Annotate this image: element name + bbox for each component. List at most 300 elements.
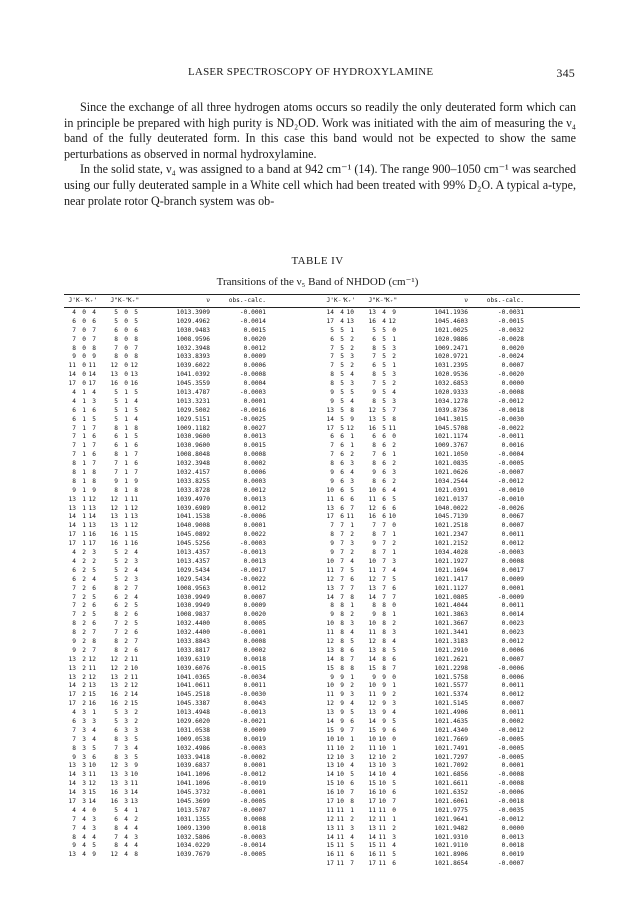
header-cell: J" [110,297,118,304]
table-cell: 11 [326,495,334,503]
table-cell: 0.0001 [501,762,524,770]
table-cell: 8 [340,629,344,637]
table-cell: 4 [392,771,396,779]
table-cell: 9 [340,717,344,725]
table-cell: 8 [134,353,138,361]
table-cell: 6 [114,815,118,823]
table-cell: -0.0018 [497,406,524,414]
table-cell: 7 [340,575,344,583]
table-row [64,531,322,540]
table-cell: 6 [340,451,344,459]
table-cell: 3 [82,717,86,725]
table-cell: 1009.3767 [434,442,468,450]
table-cell: 1021.2152 [434,540,468,548]
table-cell: 9 [330,397,334,405]
table-row [64,789,322,798]
table-cell: 7 [114,620,118,628]
table-cell: 8 [372,344,376,352]
table-cell: 7 [134,451,138,459]
table-cell: 5 [134,309,138,316]
table-row [64,487,322,496]
table-cell: 3 [134,726,138,734]
table-cell: 13 [326,584,334,592]
table-cell: 8 [72,469,76,477]
table-row [64,309,322,318]
table-cell: 1 [124,442,128,450]
table-cell: 10 [346,309,354,316]
table-cell: 1032.6853 [434,380,468,388]
header-cell: K₋" [118,297,130,304]
table-cell: 2 [350,744,354,752]
table-row [322,558,580,567]
table-cell: 11 [88,362,96,370]
table-cell: 0.0006 [501,673,524,681]
table-cell: 6 [382,486,386,494]
table-cell: 9 [340,709,344,717]
table-cell: 7 [340,593,344,601]
table-cell: 5 [92,415,96,423]
table-cell: 9 [72,637,76,645]
table-cell: 0.0022 [243,531,266,539]
table-cell: 11 [326,566,334,574]
table-cell: 1 [82,442,86,450]
table-cell: 12 [88,495,96,503]
table-cell: 13 [368,824,376,832]
table-cell: 7 [372,380,376,388]
table-cell: 2 [350,549,354,557]
table-cell: 1 [124,389,128,397]
table-cell: 2 [82,602,86,610]
table-header-left [64,296,322,306]
table-cell: 10 [336,797,344,805]
table-cell: 1 [82,495,86,503]
table-cell: 1021.3667 [434,620,468,628]
table-cell: 1032.4400 [176,620,210,628]
table-cell: 1021.3863 [434,611,468,619]
table-cell: 0 [392,522,396,530]
table-cell: 3 [350,477,354,485]
table-cell: 6 [372,335,376,343]
table-cell: 8 [72,620,76,628]
table-cell: 8 [340,664,344,672]
table-cell: 1021.2910 [434,646,468,654]
table-row [322,318,580,327]
table-cell: 0.0007 [501,522,524,530]
table-cell: 12 [110,762,118,770]
table-cell: 1021.7491 [434,744,468,752]
table-cell: 8 [92,344,96,352]
table-cell: 3 [350,691,354,699]
table-row [64,398,322,407]
table-cell: 0.0013 [501,833,524,841]
table-cell: 13 [368,646,376,654]
table-row [322,780,580,789]
table-column-left [64,309,322,869]
table-cell: 2 [124,620,128,628]
table-cell: -0.0030 [239,691,266,699]
table-cell: 2 [392,691,396,699]
table-cell: 5 [92,593,96,601]
table-cell: 4 [350,469,354,477]
table-cell: 8 [72,477,76,485]
table-row [64,433,322,442]
table-cell: 7 [382,584,386,592]
table-cell: 1031.2395 [434,362,468,370]
table-cell: 3 [350,460,354,468]
table-cell: 8 [330,602,334,610]
table-cell: 2 [82,664,86,672]
table-cell: 1021.9775 [434,806,468,814]
table-row [322,709,580,718]
table-cell: 1 [350,326,354,334]
table-cell: 12 [368,575,376,583]
table-cell: 8 [350,664,354,672]
table-cell: 6 [340,442,344,450]
table-cell: 5 [114,806,118,814]
table-cell: 5 [340,362,344,370]
table-cell: 5 [114,389,118,397]
table-cell: 14 [68,789,76,797]
table-cell: 11 [336,851,344,859]
table-cell: 1 [82,513,86,521]
table-cell: 11 [130,495,138,503]
table-cell: 1021.1127 [434,584,468,592]
table-cell: 6 [382,460,386,468]
table-cell: 9 [372,540,376,548]
table-row [322,611,580,620]
table-cell: 8 [114,353,118,361]
table-cell: 1013.3909 [176,309,210,316]
table-cell: 12 [368,637,376,645]
table-cell: 6 [382,442,386,450]
table-cell: 1030.9949 [176,593,210,601]
table-cell: 0 [82,380,86,388]
body-text [64,100,576,209]
table-cell: 7 [72,735,76,743]
table-cell: 3 [392,344,396,352]
table-cell: 8 [114,646,118,654]
table-cell: 3 [82,789,86,797]
table-cell: 8 [330,460,334,468]
table-row [322,638,580,647]
table-cell: 0 [82,309,86,316]
table-cell: 16 [110,691,118,699]
table-cell: 5 [134,620,138,628]
table-cell: 0.0014 [501,611,524,619]
table-cell: 0.0007 [501,700,524,708]
table-row [322,718,580,727]
table-cell: 12 [326,700,334,708]
table-cell: 13 [368,584,376,592]
table-cell: 14 [88,371,96,379]
table-cell: 6 [340,469,344,477]
table-cell: 16 [368,424,376,432]
table-cell: 7 [72,424,76,432]
table-cell: 13 [110,371,118,379]
table-cell: 1021.2347 [434,531,468,539]
table-cell: 9 [382,682,386,690]
table-cell: 12 [368,815,376,823]
table-cell: 1008.9837 [176,611,210,619]
table-cell: -0.0025 [239,415,266,423]
table-cell: 7 [72,824,76,832]
table-row [322,451,580,460]
table-cell: 0.0020 [243,611,266,619]
table-cell: 8 [372,477,376,485]
table-row [322,691,580,700]
table-row [64,718,322,727]
table-cell: 1 [392,682,396,690]
table-cell: 1021.3441 [434,629,468,637]
table-cell: 1009.1390 [176,824,210,832]
table-cell: 1 [124,522,128,530]
table-cell: -0.0004 [497,451,524,459]
table-cell: 11 [68,362,76,370]
table-cell: 2 [124,637,128,645]
table-cell: 9 [330,389,334,397]
table-cell: 3 [124,780,128,788]
table-cell: 0 [124,371,128,379]
table-cell: 15 [368,842,376,850]
table-cell: 7 [134,344,138,352]
table-row [64,709,322,718]
table-cell: 1013.3231 [176,397,210,405]
table-row [322,762,580,771]
table-cell: 1030.9483 [176,326,210,334]
table-cell: 1029.5434 [176,575,210,583]
table-cell: 17 [68,380,76,388]
table-cell: 8 [382,620,386,628]
table-cell: 3 [82,726,86,734]
table-cell: 2 [82,611,86,619]
table-cell: 17 [68,691,76,699]
table-cell: 9 [340,682,344,690]
table-cell: 9 [72,753,76,761]
table-cell: 9 [92,353,96,361]
table-cell: 4 [124,815,128,823]
table-row [322,496,580,505]
table-cell: 10 [326,620,334,628]
table-row [64,371,322,380]
table-cell: 2 [82,629,86,637]
table-cell: 0 [392,326,396,334]
table-cell: 6 [92,620,96,628]
table-cell: 1 [124,460,128,468]
table-cell: 0.0011 [243,682,266,690]
table-cell: -0.0028 [497,335,524,343]
table-cell: 13 [130,513,138,521]
table-cell: 1008.9563 [176,584,210,592]
table-cell: 6 [92,406,96,414]
table-cell: -0.0010 [497,495,524,503]
table-cell: 8 [114,424,118,432]
table-cell: 2 [124,575,128,583]
table-cell: 14 [326,771,334,779]
table-cell: 16 [368,317,376,325]
table-cell: 0.0013 [243,433,266,441]
header-cell: J" [368,297,376,304]
table-row [64,629,322,638]
table-cell: 1 [82,406,86,414]
table-cell: 11 [130,673,138,681]
header-cell: ν [206,297,210,304]
table-row [322,700,580,709]
table-cell: 4 [92,735,96,743]
table-cell: 12 [110,851,118,859]
table-cell: 4 [82,815,86,823]
table-cell: -0.0035 [497,806,524,814]
table-cell: 2 [124,611,128,619]
table-cell: 4 [82,806,86,814]
table-cell: 0.0011 [501,531,524,539]
table-cell: 4 [350,700,354,708]
table-cell: 9 [330,469,334,477]
table-cell: 1013.5787 [176,806,210,814]
table-cell: -0.0003 [239,833,266,841]
table-cell: 1041.3015 [434,415,468,423]
table-cell: 1 [82,522,86,530]
table-cell: 6 [72,415,76,423]
table-cell: 10 [368,620,376,628]
table-cell: 7 [340,549,344,557]
table-cell: 1 [124,397,128,405]
table-cell: 3 [134,557,138,565]
table-cell: 14 [326,309,334,316]
table-cell: 5 [114,317,118,325]
table-cell: 6 [372,362,376,370]
table-cell: 0.0012 [243,504,266,512]
table-cell: 6 [114,442,118,450]
table-cell: 4 [82,833,86,841]
table-cell: 17 [68,540,76,548]
table-cell: 2 [124,629,128,637]
table-cell: 3 [82,744,86,752]
table-cell: 11 [368,495,376,503]
table-row [64,771,322,780]
table-cell: 2 [392,460,396,468]
table-cell: 3 [392,762,396,770]
table-cell: 4 [350,629,354,637]
table-cell: 7 [72,433,76,441]
table-cell: 13 [68,495,76,503]
table-cell: 2 [124,700,128,708]
table-cell: 1021.4340 [434,726,468,734]
table-cell: 8 [382,611,386,619]
table-cell: 7 [330,353,334,361]
table-cell: 9 [330,549,334,557]
table-cell: 6 [340,504,344,512]
table-cell: 6 [92,317,96,325]
table-cell: 1008.9596 [176,335,210,343]
table-cell: 11 [368,744,376,752]
table-row [64,682,322,691]
table-cell: 17 [88,380,96,388]
table-row [64,345,322,354]
table-cell: 1 [82,477,86,485]
table-cell: 11 [368,691,376,699]
table-cell: 1 [350,522,354,530]
table-row [322,513,580,522]
table-cell: 14 [88,797,96,805]
table-cell: 7 [350,726,354,734]
table-cell: 3 [134,575,138,583]
table-cell: 4 [72,389,76,397]
header-cell: K₊' [344,297,356,304]
table-cell: 6 [392,726,396,734]
table-row [322,816,580,825]
table-cell: 3 [92,549,96,557]
table-cell: 2 [124,557,128,565]
table-cell: 3 [92,717,96,725]
table-cell: 8 [350,797,354,805]
table-row [322,665,580,674]
table-cell: 13 [368,415,376,423]
table-cell: 14 [68,780,76,788]
table-cell: 3 [124,789,128,797]
table-cell: 7 [382,593,386,601]
table-cell: 11 [378,842,386,850]
table-cell: 0.0009 [243,353,266,361]
table-cell: -0.0018 [497,797,524,805]
table-cell: 5 [92,611,96,619]
table-cell: 16 [130,540,138,548]
table-row [322,825,580,834]
table-cell: 8 [372,442,376,450]
table-cell: 1030.9600 [176,442,210,450]
table-cell: 0.0001 [243,762,266,770]
table-cell: 0.0018 [243,824,266,832]
header-cell: K₊" [128,297,140,304]
table-cell: 1041.0365 [176,673,210,681]
table-cell: 7 [372,451,376,459]
table-cell: 3 [82,780,86,788]
table-cell: 11 [378,851,386,859]
table-cell: 1031.1355 [176,815,210,823]
table-cell: 0.0013 [243,557,266,565]
table-cell: 7 [382,522,386,530]
table-cell: 2 [134,815,138,823]
table-cell: 0 [124,380,128,388]
table-cell: 5 [382,424,386,432]
table-cell: 13 [110,780,118,788]
table-cell: 5 [350,637,354,645]
table-cell: 1020.9886 [434,335,468,343]
table-cell: 0.0015 [243,442,266,450]
table-cell: 1030.9600 [176,433,210,441]
table-cell: -0.0005 [497,744,524,752]
table-cell: 9 [330,611,334,619]
table-cell: 1 [124,451,128,459]
table-cell: 0.0007 [501,362,524,370]
table-row [322,407,580,416]
table-cell: 7 [340,522,344,530]
table-cell: 2 [392,540,396,548]
table-cell: 1009.1182 [176,424,210,432]
table-cell: 10 [368,682,376,690]
table-cell: 3 [392,833,396,841]
table-cell: -0.0007 [497,860,524,868]
table-row [64,798,322,807]
table-cell: 8 [350,406,354,414]
table-cell: 1021.1050 [434,451,468,459]
table-cell: 10 [368,486,376,494]
running-title: LASER SPECTROSCOPY OF HYDROXYLAMINE [188,66,434,78]
table-cell: 12 [368,406,376,414]
table-cell: 14 [68,771,76,779]
table-cell: 1021.0626 [434,469,468,477]
table-cell: 12 [110,655,118,663]
table-cell: 11 [130,780,138,788]
